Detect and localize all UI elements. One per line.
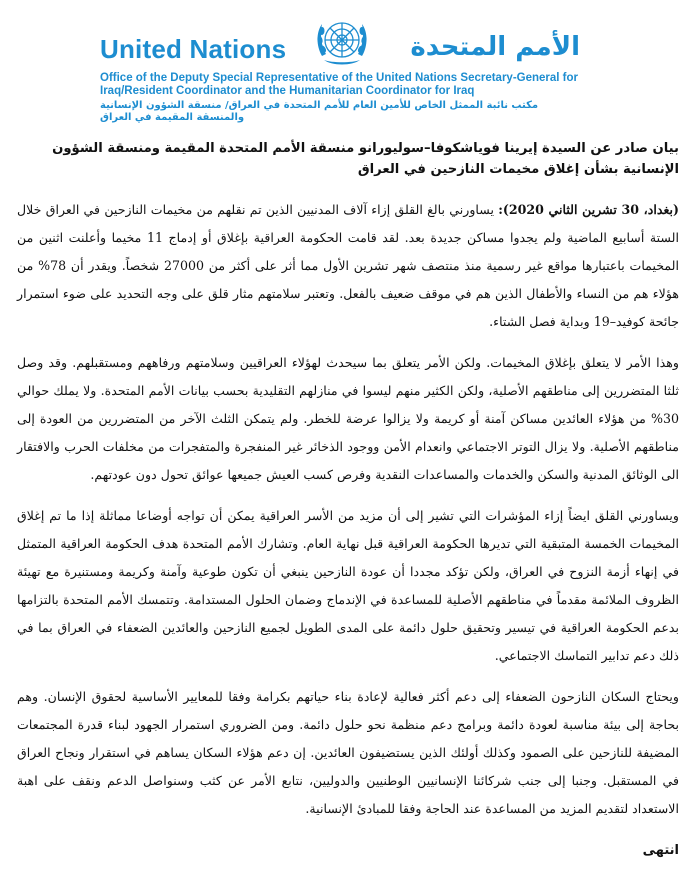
paragraph-4 xyxy=(17,683,679,823)
statement-body xyxy=(17,138,679,858)
org-name-english: United Nations xyxy=(100,34,287,64)
closing-mark: انتهى xyxy=(642,843,679,858)
office-name-arabic: مكتب نائبة الممثل الخاص للأمين العام للأمم المتحدة في العراق/ منسقة الشؤون الإنسانية والمنسقة المقيمة في العراق xyxy=(100,100,539,123)
paragraph-3 xyxy=(17,502,679,670)
paragraph-2 xyxy=(17,349,679,489)
paragraph-2-text: وهذا الأمر لا يتعلق بإغلاق المخيمات. ولكن الأمر يتعلق بما سيحدث لهؤلاء العراقيين وسلامتهم ورفاههم ومستقبلهم. وقد وصل ثلثا المتضررين إلى مناطقهم الأصلية، ولكن الكثير منهم ليسوا في منازلهم التقليدية بحسب بيانات الأمم المتحدة. ولا يملك حوالي 30% من هؤلاء العائدين مساكن آمنة أو كريمة ولا يزالوا عرضة للخطر. ولم يتمكن الثلث الآخر من المتضررين من العودة إلى مناطقهم الأصلية. ولا يزال التوتر الاجتماعي وانعدام الأمن ووجود الذخائر غير المنفجرة والمتفجرات من مخلفات الحرب والافتقار الى الوثائق المدنية والسكن والخدمات والمساعدات النقدية وفرص كسب العيش جميعها عوائق تحول دون عودتهم. xyxy=(17,355,679,482)
statement-title: بيان صادر عن السيدة إيرينا فوياشكوفا–سوليورانو منسقة الأمم المتحدة المقيمة ومنسقة الشؤون الإنسانية بشأن إغلاق مخيمات النازحين في العراق xyxy=(52,141,679,177)
un-emblem-icon xyxy=(312,16,372,72)
dateline: (بغداد، 30 تشرين الثاني 2020): xyxy=(498,202,679,217)
org-name-arabic: الأمم المتحدة xyxy=(410,32,580,62)
brand-row xyxy=(100,16,580,76)
paragraph-1 xyxy=(17,196,679,336)
letterhead xyxy=(0,6,696,128)
office-name-english: Office of the Deputy Special Representative of the United Nations Secretary-General for Iraq/Resident Coordinator and the Humanitarian Coordinator for Iraq xyxy=(100,72,579,97)
paragraph-4-text: ويحتاج السكان النازحون الضعفاء إلى دعم أكثر فعالية لإعادة بناء حياتهم بكرامة وفقا للمعايير الأساسية لحقوق الإنسان. وهم بحاجة إلى بيئة مناسبة لعودة دائمة وبرامج دعم منظمة نحو حلول دائمة. ومن الضروري استمرار الجهود لبناء قدرة المجتمعات المضيفة للنازحين على الصمود وكذلك أولئك الذين يستضيفون العائدين. إن دعم هؤلاء السكان يساهم في استقرار ونجاح العراق في المستقبل. وجنبا إلى جنب شركائنا الإنسانيين الوطنيين والدوليين، نتابع الأمر عن كثب وسنواصل الدعم ونقف على اهبة الاستعداد لتقديم المزيد من المساعدة عند الحاجة وفقا للمبادئ الإنسانية. xyxy=(17,689,679,816)
paragraph-3-text: ويساورني القلق ايضاً إزاء المؤشرات التي تشير إلى أن مزيد من الأسر العراقية يمكن أن تواجه أوضاعا مماثلة إذا ما تم إغلاق المخيمات الخمسة المتبقية التي تديرها الحكومة العراقية قبل نهاية العام. وتشارك الأمم المتحدة هدف الحكومة العراقية المتمثل في إنهاء أزمة النزوح في العراق، ولكن تؤكد مجددا أن عودة النازحين ينبغي أن تكون طوعية وآمنة وكريمة ومستنيرة مع تهيئة الظروف الملائمة مقدماً في مناطقهم الأصلية للمساعدة في الإندماج وضمان الحلول المستدامة. وتتمسك الأمم المتحدة بالتزامها بدعم الحكومة العراقية في تيسير وتحقيق حلول دائمة على المدى الطويل لجميع النازحين والعائدين الضعفاء في العراق بما في ذلك دعم تدابير التماسك الاجتماعي. xyxy=(17,508,679,663)
paragraph-1-text: يساورني بالغ القلق إزاء آلاف المدنيين الذين تم نقلهم من مخيمات النازحين في العراق خلال الستة أسابيع الماضية ولم يجدوا مساكن جديدة بعد. لقد قامت الحكومة العراقية بإغلاق أو إدماج 11 مخيما وأعلنت اثنين من المخيمات باعتبارها مواقع غير رسمية منذ منتصف شهر تشرين الأول مما أثر على أكثر من 27000 شخصاً. ويقدر أن 78% من هؤلاء هم من النساء والأطفال الذين هم في موقف ضعيف بالفعل. وتعتبر سلامتهم مثار قلق على وجه التحديد على ضوء استمرار جائحة كوفيد–19 وبداية فصل الشتاء. xyxy=(17,202,680,329)
